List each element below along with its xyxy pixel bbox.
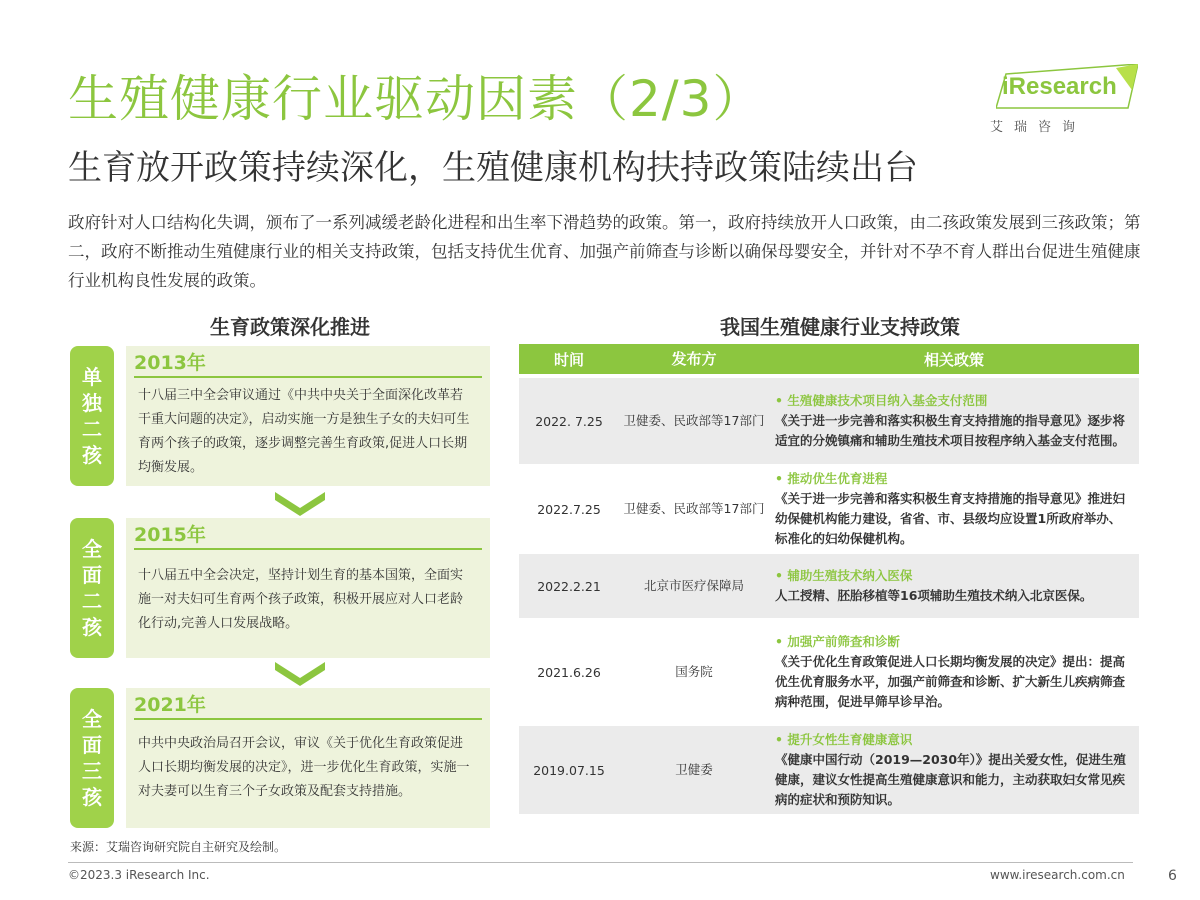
stage-box-2 — [126, 518, 490, 658]
stage-label-2-text: 全面二孩 — [82, 537, 102, 639]
row-policy — [769, 726, 1139, 814]
stage-year-1: 2013年 — [134, 352, 206, 374]
right-section-title: 我国生殖健康行业支持政策 — [720, 315, 960, 339]
policy-text: 《健康中国行动（2019—2030年）》提出关爱女性，促进生殖健康，建议女性提高生殖健康意识和能力，主动获取妇女常见疾病的症状和预防知识。 — [775, 752, 1126, 807]
stage-label-1-text: 单独二孩 — [82, 365, 102, 467]
header-policy: 相关政策 — [769, 344, 1139, 374]
policy-text: 《关于优化生育政策促进人口长期均衡发展的决定》提出：提高优生优育服务水平，加强产前筛查和诊断、扩大新生儿疾病筛查病种范围，促进早筛早诊早治。 — [775, 654, 1126, 709]
policy-heading: • 加强产前筛查和诊断 — [775, 632, 1131, 652]
policy-heading: • 推动优生优育进程 — [775, 469, 1131, 489]
table-row — [519, 622, 1139, 722]
page-number: 6 — [1168, 868, 1177, 884]
left-section-title: 生育政策深化推进 — [210, 315, 370, 339]
chevron-down-icon — [275, 492, 325, 516]
header-date: 时间 — [519, 344, 619, 374]
stage-label-3-text: 全面三孩 — [82, 707, 102, 809]
page-subtitle: 生育放开政策持续深化，生殖健康机构扶持政策陆续出台 — [68, 148, 918, 188]
policy-text: 《关于进一步完善和落实积极生育支持措施的指导意见》逐步将适宜的分娩镇痛和辅助生殖技术项目按程序纳入基金支付范围。 — [775, 413, 1126, 448]
stage-divider-3 — [134, 718, 482, 720]
row-date: 2022.7.25 — [537, 501, 601, 517]
row-policy — [769, 468, 1139, 550]
copyright-text: ©2023.3 iResearch Inc. — [68, 868, 210, 882]
table-row — [519, 554, 1139, 618]
stage-text-2: 十八届五中全会决定，坚持计划生育的基本国策，全面实施一对夫妇可生育两个孩子政策，积极开展应对人口老龄化行动,完善人口发展战略。 — [138, 568, 464, 631]
row-publisher: 卫健委、民政部等17部门 — [623, 501, 765, 516]
row-date: 2019.07.15 — [519, 726, 619, 814]
table-header-row — [519, 344, 1139, 374]
policy-table — [519, 340, 1139, 818]
stage-label-1 — [70, 346, 114, 486]
row-publisher: 卫健委 — [619, 726, 769, 814]
stage-year-2: 2015年 — [134, 524, 206, 546]
website-link[interactable]: www.iresearch.com.cn — [990, 868, 1125, 882]
header-publisher: 发布方 — [619, 344, 769, 374]
table-row — [519, 468, 1139, 550]
logo-cn-text: 艾瑞咨询 — [990, 120, 1087, 135]
stage-year-3: 2021年 — [134, 694, 206, 716]
row-publisher: 北京市医疗保障局 — [619, 554, 769, 618]
row-publisher: 国务院 — [675, 664, 713, 679]
intro-paragraph: 政府针对人口结构化失调，颁布了一系列减缓老龄化进程和出生率下滑趋势的政策。第一，政府持续放开人口政策，由二孩政策发展到三孩政策；第二，政府不断推动生殖健康行业的相关支持政策，包括支持优生优育、加强产前筛查与诊断以确保母婴安全，并针对不孕不育人群出台促进生殖健康行业机构良性发展的政策。 — [68, 213, 1141, 290]
chevron-down-icon — [275, 662, 325, 686]
row-policy — [769, 622, 1139, 722]
row-date: 2022.2.21 — [519, 554, 619, 618]
table-row — [519, 378, 1139, 464]
policy-heading: • 提升女性生育健康意识 — [775, 730, 1131, 750]
stage-divider-1 — [134, 376, 482, 378]
logo-text: iResearch — [1002, 73, 1117, 100]
stage-divider-2 — [134, 548, 482, 550]
policy-text: 《关于进一步完善和落实积极生育支持措施的指导意见》推进妇幼保健机构能力建设，省省、市、县级均应设置1所政府举办、标准化的妇幼保健机构。 — [775, 491, 1126, 546]
page-title: 生殖健康行业驱动因素（2/3） — [68, 70, 764, 128]
table-row — [519, 726, 1139, 814]
row-publisher: 卫健委、民政部等17部门 — [619, 378, 769, 464]
policy-text: 人工授精、胚胎移植等16项辅助生殖技术纳入北京医保。 — [775, 588, 1093, 603]
stage-text-1: 十八届三中全会审议通过《中共中央关于全面深化改革若干重大问题的决定》，启动实施一方是独生子女的夫妇可生育两个孩子的政策，逐步调整完善生育政策,促进人口长期均衡发展。 — [138, 388, 470, 475]
stage-box-1 — [126, 346, 490, 486]
row-date: 2021.6.26 — [537, 664, 601, 680]
policy-heading: • 辅助生殖技术纳入医保 — [775, 566, 1131, 586]
stage-box-3 — [126, 688, 490, 828]
stage-text-3: 中共中央政治局召开会议，审议《关于优化生育政策促进人口长期均衡发展的决定》，进一步优化生育政策，实施一对夫妻可以生育三个子女政策及配套支持措施。 — [138, 736, 470, 799]
source-note: 来源：艾瑞咨询研究院自主研究及绘制。 — [70, 840, 287, 854]
policy-heading: • 生殖健康技术项目纳入基金支付范围 — [775, 391, 1131, 411]
footer-divider — [68, 862, 1133, 863]
row-date: 2022. 7.25 — [519, 378, 619, 464]
row-policy — [769, 378, 1139, 464]
row-policy — [769, 554, 1139, 618]
stage-label-2 — [70, 518, 114, 658]
stage-label-3 — [70, 688, 114, 828]
